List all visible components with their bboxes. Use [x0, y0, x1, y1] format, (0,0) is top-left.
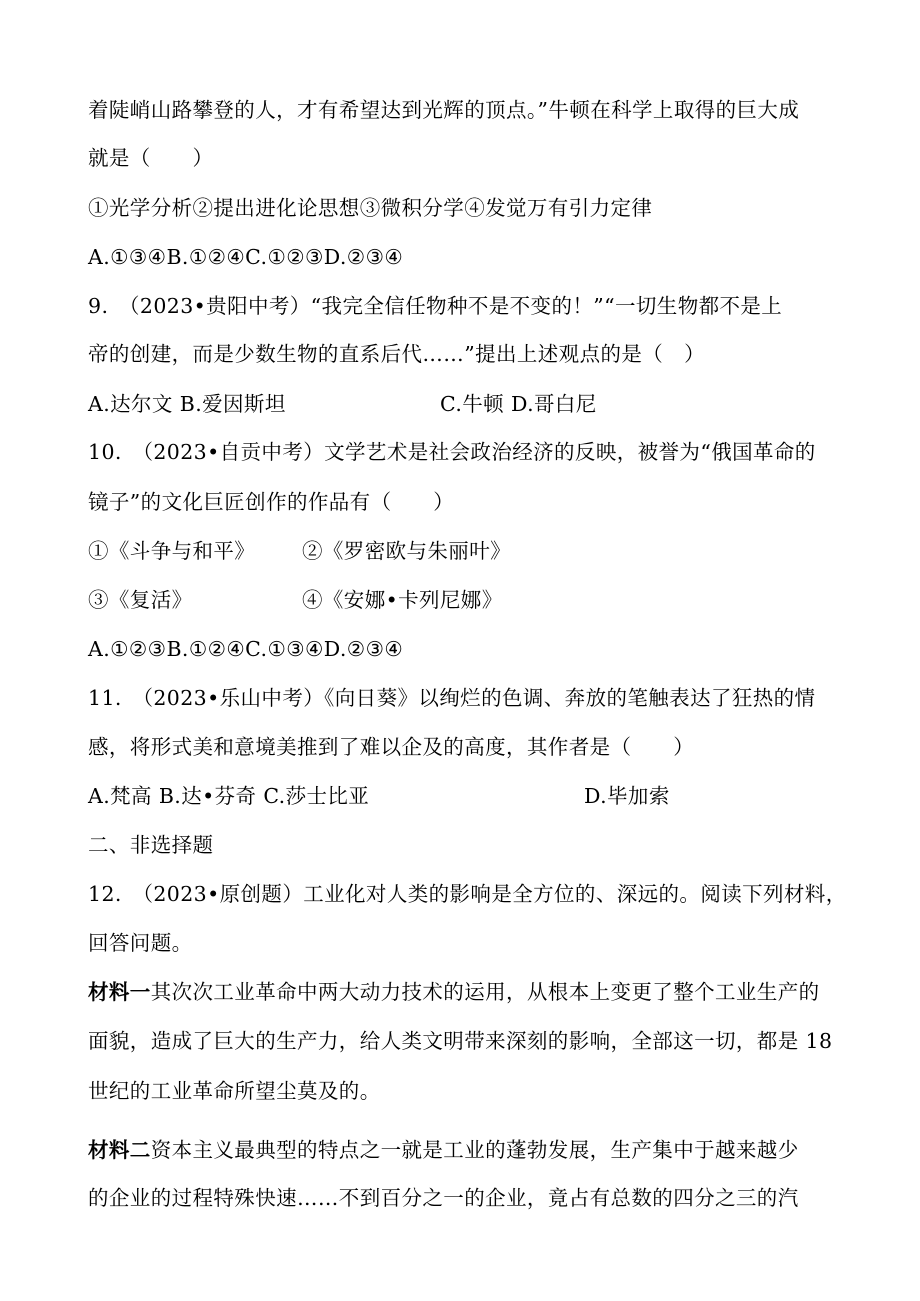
text-line: 面貌，造成了巨大的生产力，给人类文明带来深刻的影响，全部这一切，都是 18 [88, 1029, 833, 1053]
answer-options: A.①③④B.①②④C.①②③D.②③④ [88, 245, 404, 269]
text-line: 帝的创建，而是少数生物的直系后代……”提出上述观点的是（ ） [88, 342, 705, 366]
question-12: 12. （2023•原创题）工业化对人类的影响是全方位的、深远的。阅读下列材料， [88, 882, 847, 906]
work-item: ④《安娜•卡列尼娜》 [302, 588, 503, 612]
work-item: ①《斗争与和平》 [88, 539, 256, 563]
text-line: 回答问题。 [88, 931, 193, 955]
answer-options: C.牛顿 D.哥白尼 [440, 392, 597, 416]
answer-options: A.达尔文 B.爱因斯坦 [88, 392, 286, 416]
answer-options: D.毕加索 [584, 784, 670, 808]
material-one [88, 977, 820, 1007]
work-item: ③《复活》 [88, 588, 193, 612]
text-line: 世纪的工业革命所望尘莫及的。 [88, 1079, 381, 1103]
section-heading: 二、非选择题 [88, 833, 214, 857]
text-line: 的企业的过程特殊快速……不到百分之一的企业，竟占有总数的四分之三的汽 [88, 1186, 799, 1210]
material-text: 资本主义最典型的特点之一就是工业的蓬勃发展，生产集中于越来越少 [150, 1138, 799, 1162]
question-9: 9. （2023•贵阳中考）“我完全信任物种不是不变的！”“一切生物都不是上 [88, 294, 783, 318]
material-two [88, 1135, 799, 1165]
work-item: ②《罗密欧与朱丽叶》 [302, 539, 511, 563]
material-text: 其次次工业革命中两大动力技术的运用，从根本上变更了整个工业生产的 [150, 980, 820, 1004]
text-line: 感，将形式美和意境美推到了难以企及的高度，其作者是（ ） [88, 735, 695, 759]
material-label: 材料二 [88, 1138, 151, 1162]
answer-options: A.梵高 B.达•芬奇 C.莎士比亚 [88, 784, 370, 808]
text-line: ①光学分析②提出进化论思想③微积分学④发觉万有引力定律 [88, 196, 653, 220]
text-line: 着陡峭山路攀登的人，才有希望达到光辉的顶点。”牛顿在科学上取得的巨大成 [88, 98, 800, 122]
text-line: 镜子”的文化巨匠创作的作品有（ ） [88, 490, 455, 514]
question-11: 11. （2023•乐山中考）《向日葵》以绚烂的色调、奔放的笔触表达了狂热的情 [88, 686, 816, 710]
material-label: 材料一 [88, 980, 151, 1004]
question-10: 10. （2023•自贡中考）文学艺术是社会政治经济的反映，被誉为“俄国革命的 [88, 440, 816, 464]
text-line: 就是（ ） [88, 146, 214, 170]
answer-options: A.①②③B.①②④C.①③④D.②③④ [88, 637, 404, 661]
